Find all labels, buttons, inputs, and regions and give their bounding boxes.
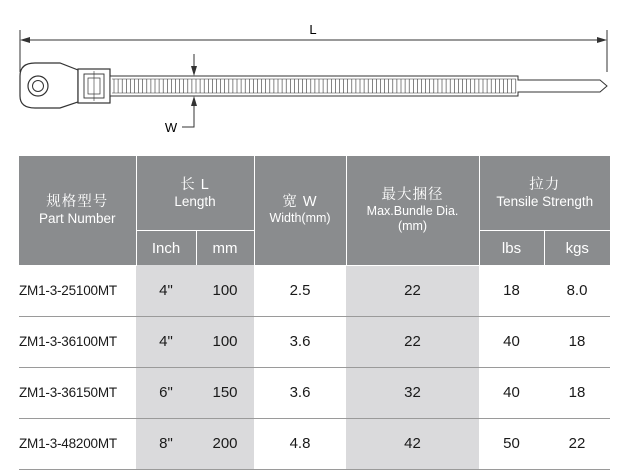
cell-inch: 8": [136, 418, 196, 469]
cell-part: ZM1-3-36100MT: [19, 316, 136, 367]
cell-inch: 4": [136, 265, 196, 316]
header-part-number-en: Part Number: [38, 211, 116, 227]
width-label: W: [164, 120, 178, 135]
spec-table: [19, 156, 610, 470]
header-tensile: [479, 156, 610, 231]
header-tensile-cn: 拉力: [529, 177, 561, 193]
cell-mm: 150: [196, 367, 254, 418]
cell-bundle: 42: [346, 418, 479, 469]
mounting-eye: [20, 63, 78, 108]
cell-mm: 100: [196, 316, 254, 367]
header-bundle: [346, 156, 479, 265]
cell-part: ZM1-3-25100MT: [19, 265, 136, 316]
tie-strap: [110, 76, 607, 96]
header-part-number: [19, 156, 136, 265]
subheader-kgs: kgs: [544, 231, 610, 266]
length-label: L: [309, 22, 317, 37]
subheader-mm: mm: [196, 231, 254, 266]
header-length-en: Length: [174, 194, 216, 209]
cell-inch: 4": [136, 316, 196, 367]
cell-lbs: 40: [479, 316, 544, 367]
table-row: [19, 418, 610, 469]
cell-bundle: 22: [346, 316, 479, 367]
width-leader-bottom: [182, 104, 194, 127]
cell-width: 3.6: [254, 316, 346, 367]
cell-bundle: 32: [346, 367, 479, 418]
subheader-lbs: lbs: [479, 231, 544, 266]
cell-kgs: 22: [544, 418, 610, 469]
cell-part: ZM1-3-36150MT: [19, 367, 136, 418]
header-length-cn: 长 L: [180, 177, 210, 193]
cell-lbs: 18: [479, 265, 544, 316]
cell-inch: 6": [136, 367, 196, 418]
header-width-cn: 宽 W: [282, 194, 318, 211]
cell-lbs: 40: [479, 367, 544, 418]
table-row: [19, 316, 610, 367]
cell-width: 2.5: [254, 265, 346, 316]
cell-width: 4.8: [254, 418, 346, 469]
header-width: [254, 156, 346, 265]
cell-lbs: 50: [479, 418, 544, 469]
cell-bundle: 22: [346, 265, 479, 316]
header-width-en: Width(mm): [269, 211, 331, 226]
cell-width: 3.6: [254, 367, 346, 418]
cable-tie-diagram: [0, 0, 624, 150]
table-row: [19, 265, 610, 316]
header-length: [136, 156, 254, 231]
length-arrow-left: [20, 37, 30, 43]
cell-mm: 100: [196, 265, 254, 316]
cell-kgs: 18: [544, 367, 610, 418]
cell-part: ZM1-3-48200MT: [19, 418, 136, 469]
header-part-number-cn: 规格型号: [46, 194, 109, 211]
length-arrow-right: [597, 37, 607, 43]
cell-kgs: 18: [544, 316, 610, 367]
subheader-inch: Inch: [136, 231, 196, 266]
table-row: [19, 367, 610, 418]
header-bundle-en1: Max.Bundle Dia.: [366, 203, 459, 218]
header-tensile-en: Tensile Strength: [496, 194, 594, 209]
cell-mm: 200: [196, 418, 254, 469]
tie-head: [78, 69, 110, 103]
header-bundle-en2: (mm): [397, 218, 428, 233]
cell-kgs: 8.0: [544, 265, 610, 316]
header-bundle-cn: 最大捆径: [381, 186, 444, 203]
